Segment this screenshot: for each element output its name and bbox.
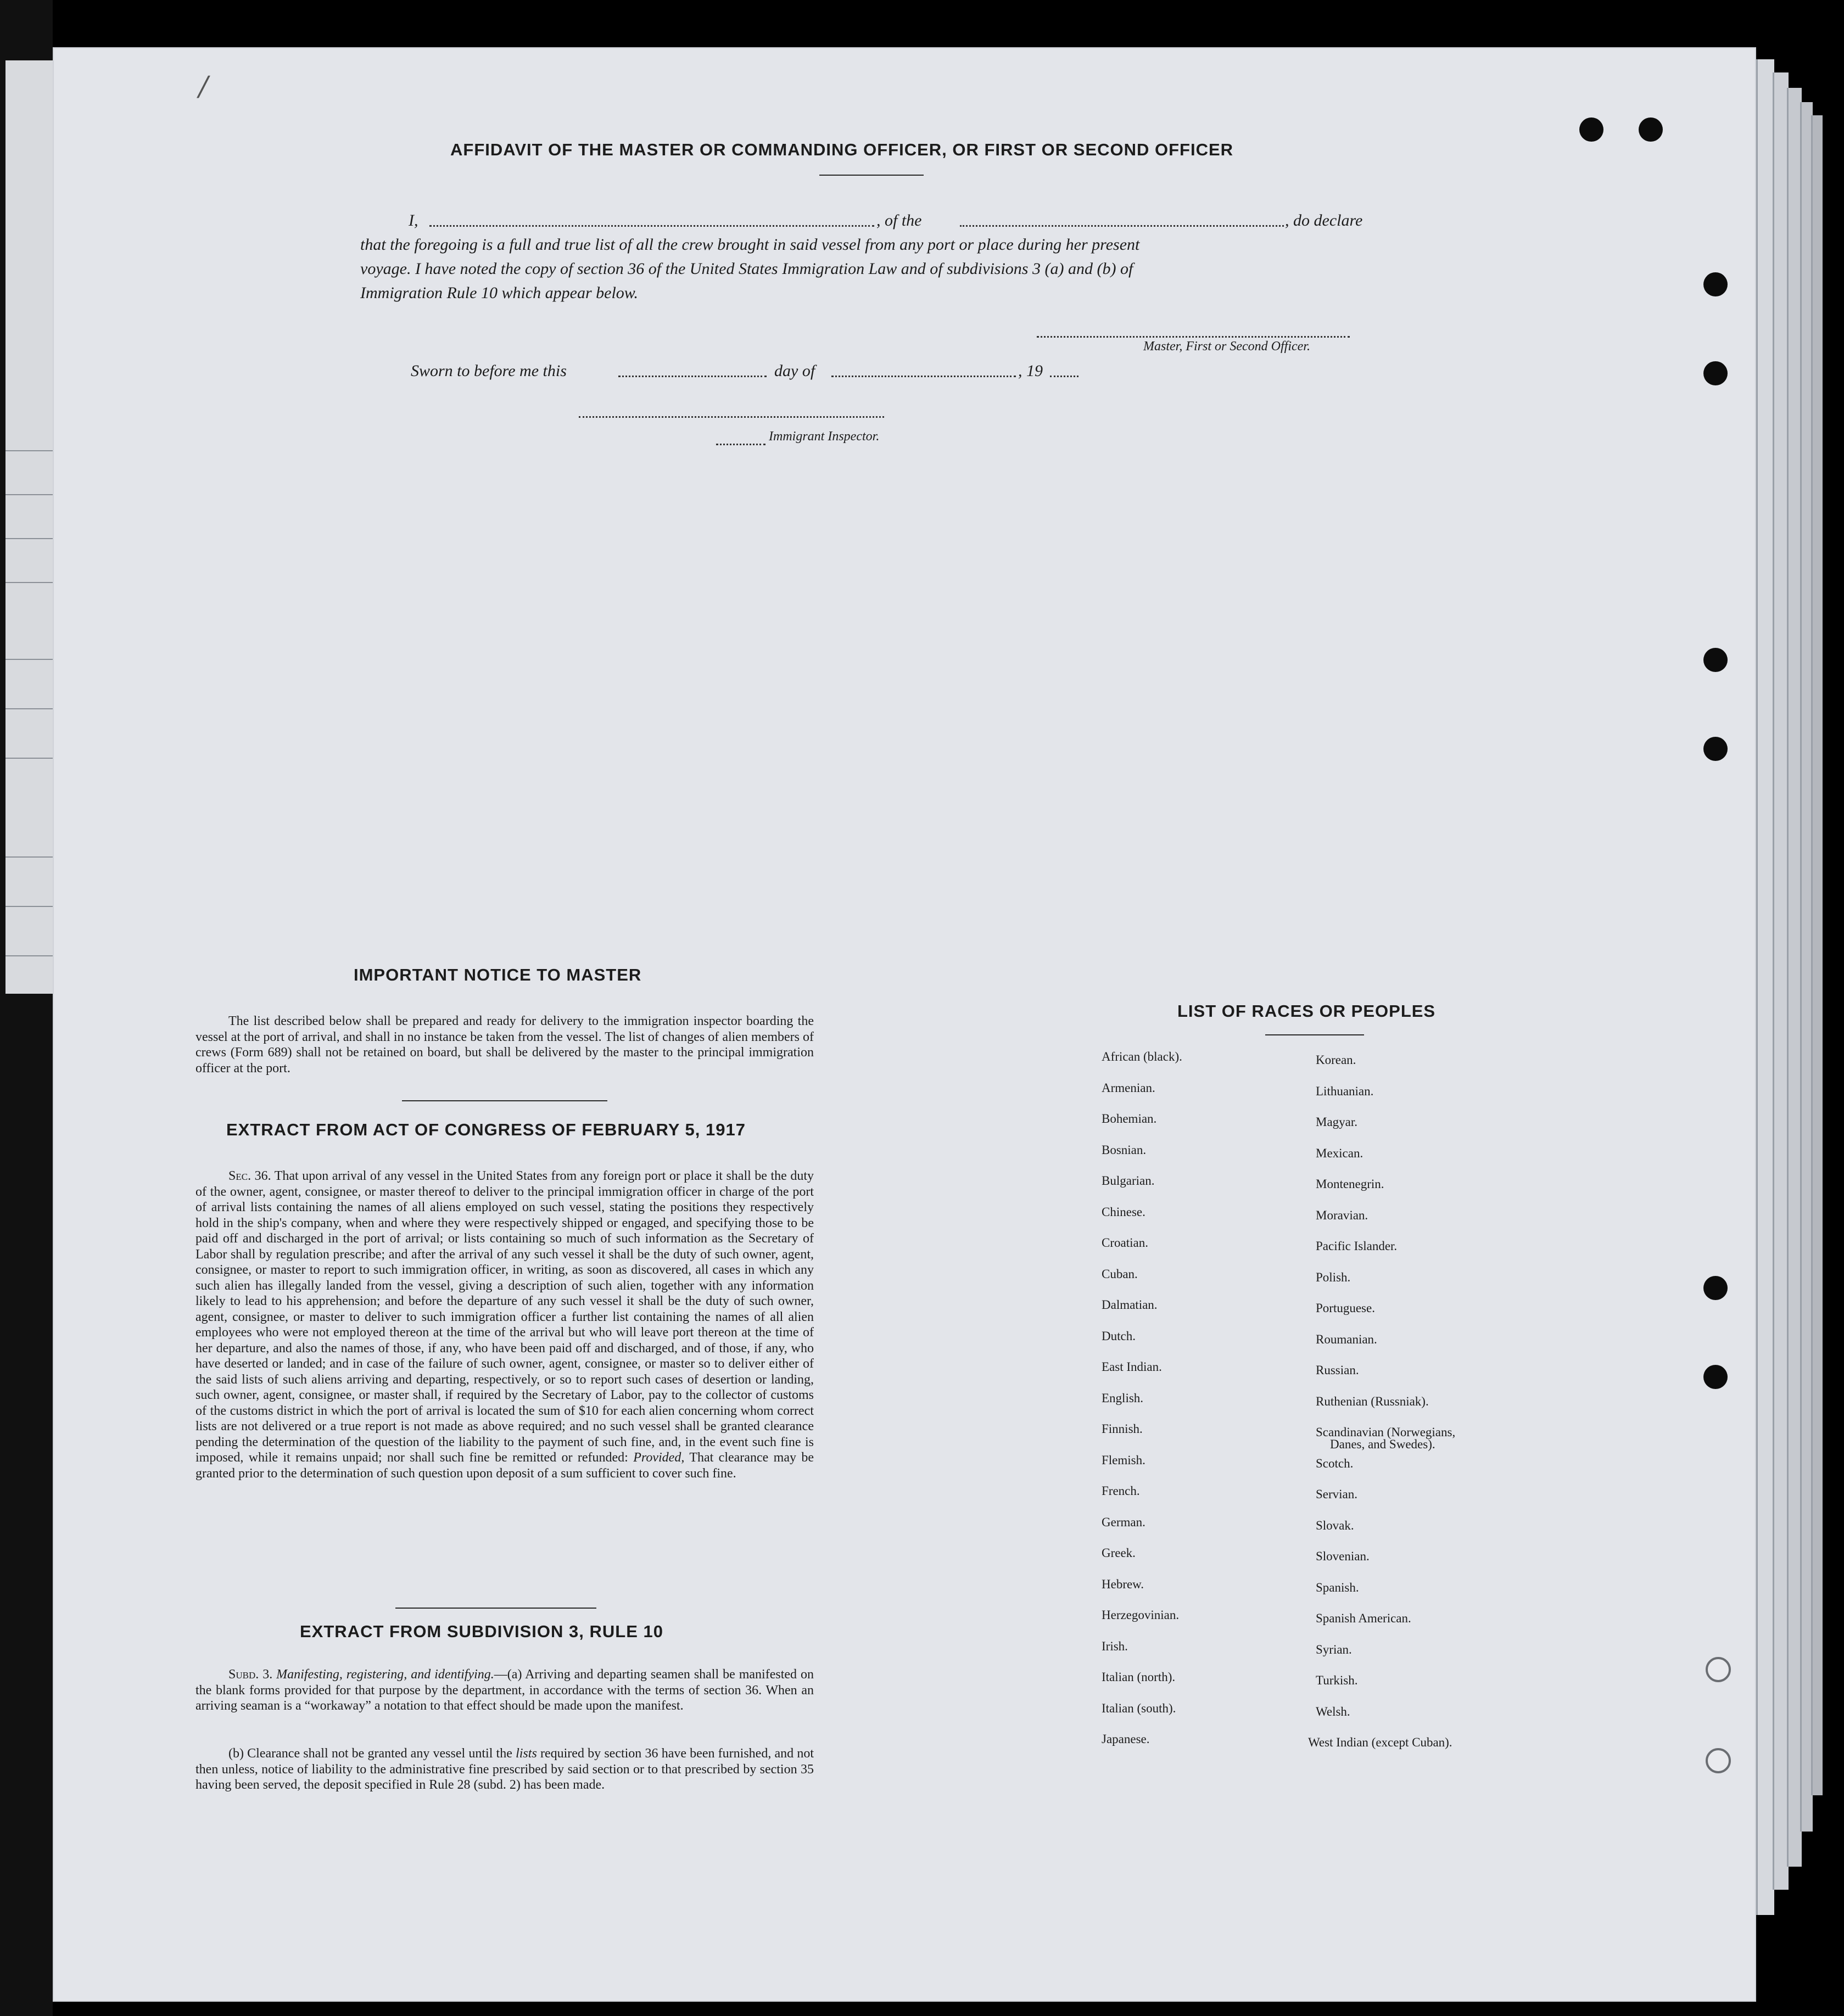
race-item: Russian. <box>1316 1363 1359 1377</box>
race-item: Italian (south). <box>1102 1701 1176 1715</box>
rule-title: EXTRACT FROM SUBDIVISION 3, RULE 10 <box>300 1622 663 1641</box>
race-item: Flemish. <box>1102 1453 1145 1467</box>
race-item: Portuguese. <box>1316 1301 1375 1315</box>
day-blank <box>618 376 767 377</box>
page-edge <box>1773 72 1789 1890</box>
race-item: Dutch. <box>1102 1329 1136 1343</box>
punch-hole <box>1703 648 1728 672</box>
race-item: Scandinavian (Norwegians, <box>1316 1425 1456 1439</box>
race-item: English. <box>1102 1391 1144 1405</box>
rule-para-b-start: (b) Clearance shall not be granted any vessel until the <box>228 1746 512 1761</box>
race-item: Japanese. <box>1102 1732 1150 1746</box>
master-label: Master, First or Second Officer. <box>1143 339 1310 354</box>
page-edge <box>1811 115 1823 1795</box>
page-edge <box>1756 59 1774 1915</box>
punch-hole <box>1703 1276 1728 1300</box>
race-item: Magyar. <box>1316 1115 1358 1129</box>
punch-hole <box>1703 1365 1728 1389</box>
rule-subd-heading: Manifesting, registering, and identifying. <box>276 1667 494 1682</box>
act-proviso-label: Provided, <box>633 1451 685 1465</box>
master-signature-line <box>1037 336 1350 338</box>
month-blank <box>831 376 1016 377</box>
pen-mark: / <box>199 70 208 102</box>
day-of-text: day of <box>774 362 815 380</box>
divider <box>395 1608 596 1609</box>
race-item: East Indian. <box>1102 1360 1162 1374</box>
divider <box>1265 1034 1364 1035</box>
race-item: Greek. <box>1102 1546 1136 1560</box>
race-item: German. <box>1102 1515 1145 1529</box>
race-item: Lithuanian. <box>1316 1084 1374 1098</box>
race-item: Spanish American. <box>1316 1611 1411 1625</box>
punch-hole <box>1703 272 1728 296</box>
ledger-rule <box>5 582 53 583</box>
year-prefix: , 19 <box>1018 362 1043 380</box>
race-item: French. <box>1102 1484 1140 1498</box>
inspector-signature-line <box>579 416 884 418</box>
act-body: That upon arrival of any vessel in the United States from any foreign port or place it shall be the duty of the owner, agent, consignee, or master thereof to deliver to the principal immigration officer in charge of the port of arrival lists containing the names of all aliens employed on such vessel, stating the positions they respectively hold in the ship's company, when and where they were respectively shipped or engaged, and specifying those to be paid off and discharged in the port of arrival; or lists containing so much of such information as the Secretary of Labor shall by regulation prescribe; and after the arrival of any such vessel it shall be the duty of such owner, agent, consignee, or master to report to such immigration officer, in writing, as soon as discovered, all cases in which any such alien has illegally landed from the vessel, giving a description of such alien, together with any information likely to lead to his apprehension; and before the departure of any such vessel it shall be the duty of such owner, agent, consignee, or master to deliver to such immigration officer a further list containing the names of all alien employees who were not employed thereon at the time of the arrival but who will leave port thereon at the time of her departure, and also the names of those, if any, who have been paid off and discharged, and of those, if any, who have deserted or landed; and in case of the failure of such owner, agent, consignee, or master so to deliver either of the said lists of such aliens arriving and departing, respectively, or so to report such cases of desertion or landing, such owner, agent, consignee, or master shall, if required by the Secretary of Labor, pay to the collector of customs of the customs district in which the port of arrival is located the sum of $10 for each alien concerning whom correct lists are not delivered or a true report is not made as above required; and no such vessel shall be granted clearance pending the determination of the question of the liability to the payment of such fine, and, in the event such fine is imposed, while it remains unpaid; nor shall such fine be remitted or refunded: <box>195 1169 814 1465</box>
name-blank <box>429 225 874 227</box>
ledger-rule <box>5 538 53 539</box>
race-item: Montenegrin. <box>1316 1177 1384 1191</box>
race-item: Herzegovinian. <box>1102 1608 1180 1622</box>
punch-hole <box>1703 737 1728 761</box>
race-item: Italian (north). <box>1102 1670 1176 1684</box>
affidavit-line-3: voyage. I have noted the copy of section 36 of the United States Immigration Law and of subdivisions 3 (a) and (b) of <box>360 260 1133 278</box>
race-item: Korean. <box>1316 1053 1356 1067</box>
race-item: Welsh. <box>1316 1704 1350 1718</box>
race-item: Irish. <box>1102 1639 1128 1653</box>
race-item: Slovak. <box>1316 1518 1354 1532</box>
ledger-rule <box>5 955 53 956</box>
race-item: Pacific Islander. <box>1316 1239 1398 1253</box>
ledger-rule <box>5 659 53 660</box>
rule-para-a-text: —(a) Arriving and departing seamen shall be manifested on the blank forms provided for that purpose by the department, in accordance with the terms of section 36. When an arriving seaman is a “workaway” a notation to that effect should be made upon the manifest. <box>195 1667 814 1713</box>
race-item: Cuban. <box>1102 1267 1138 1281</box>
race-item: Syrian. <box>1316 1642 1352 1656</box>
race-item: Scotch. <box>1316 1456 1354 1470</box>
inspector-dots <box>716 444 765 445</box>
race-item: Finnish. <box>1102 1422 1143 1436</box>
affidavit-of-the: , of the <box>876 211 922 229</box>
race-item: Moravian. <box>1316 1208 1368 1222</box>
race-item: Mexican. <box>1316 1146 1364 1160</box>
ledger-rule <box>5 450 53 451</box>
rule-subd-label: Subd. 3. <box>228 1667 273 1682</box>
rule-para-a <box>195 1667 814 1714</box>
race-item: Bulgarian. <box>1102 1174 1155 1188</box>
race-item: West Indian (except Cuban). <box>1308 1735 1452 1749</box>
race-item: Polish. <box>1316 1270 1351 1284</box>
ledger-rule <box>5 758 53 759</box>
notice-text: The list described below shall be prepared and ready for delivery to the immigration inspector boarding the vessel at the port of arrival, and shall in no instance be taken from the vessel. The list of changes of alien members of crews (Form 689) shall not be retained on board, but shall be delivered by the master to the principal immigration officer at the port. <box>195 1014 814 1076</box>
affidavit-line-4: Immigration Rule 10 which appear below. <box>360 284 639 302</box>
race-item: Bohemian. <box>1102 1112 1157 1125</box>
race-item: Bosnian. <box>1102 1143 1147 1157</box>
divider <box>402 1100 607 1101</box>
race-item: Slovenian. <box>1316 1549 1370 1563</box>
affidavit-i: I, <box>409 211 418 229</box>
race-item: Chinese. <box>1102 1205 1145 1219</box>
races-title: LIST OF RACES OR PEOPLES <box>1177 1001 1436 1021</box>
rule-para-b-lists: lists <box>516 1746 537 1761</box>
race-item-continuation: Danes, and Swedes). <box>1330 1437 1435 1451</box>
race-item: Spanish. <box>1316 1580 1359 1594</box>
vessel-blank <box>960 225 1284 227</box>
page-edge <box>1787 88 1802 1867</box>
divider <box>819 175 924 176</box>
race-item: Hebrew. <box>1102 1577 1144 1591</box>
sworn-text: Sworn to before me this <box>411 362 567 380</box>
race-item: Servian. <box>1316 1487 1358 1501</box>
inspector-label: Immigrant Inspector. <box>769 429 880 444</box>
ledger-rule <box>5 494 53 495</box>
race-item: Croatian. <box>1102 1236 1148 1250</box>
rule-para-b-end: required by section 36 have been furnished, and not then unless, notice of liability to the administrative fine prescribed by said section or to that prescribed by section 35 having been served, the deposit specified in Rule 28 (subd. 2) has been made. <box>195 1746 814 1792</box>
ledger-strip-paper <box>5 60 54 994</box>
race-item: Ruthenian (Russniak). <box>1316 1394 1429 1408</box>
act-sec-label: Sec. 36. <box>228 1169 271 1183</box>
notice-title: IMPORTANT NOTICE TO MASTER <box>354 965 642 984</box>
punch-hole-ring <box>1706 1748 1731 1773</box>
affidavit-title: AFFIDAVIT OF THE MASTER OR COMMANDING OFFICER, OR FIRST OR SECOND OFFICER <box>450 140 1234 159</box>
ledger-strip <box>0 0 53 2016</box>
act-text <box>195 1168 814 1481</box>
race-item: Armenian. <box>1102 1080 1155 1095</box>
affidavit-line-2: that the foregoing is a full and true list of all the crew brought in said vessel from any port or place during her present <box>360 236 1140 254</box>
punch-hole <box>1703 361 1728 385</box>
punch-hole <box>1639 117 1663 142</box>
act-proviso-text: That clearance may be granted prior to the determination of such question upon deposit of a sum sufficient to cover such fine. <box>195 1451 814 1481</box>
punch-hole <box>1579 117 1603 142</box>
race-item: Roumanian. <box>1316 1332 1377 1346</box>
ledger-rule <box>5 856 53 858</box>
ledger-rule <box>5 906 53 907</box>
act-title: EXTRACT FROM ACT OF CONGRESS OF FEBRUARY 5, 1917 <box>226 1120 746 1139</box>
race-item: Turkish. <box>1316 1673 1358 1687</box>
ledger-rule <box>5 708 53 709</box>
affidavit-declare: , do declare <box>1285 211 1363 229</box>
punch-hole-ring <box>1706 1657 1731 1682</box>
race-item: Dalmatian. <box>1102 1298 1158 1312</box>
race-item: African (black). <box>1102 1050 1182 1063</box>
year-blank <box>1050 376 1079 377</box>
rule-para-b <box>195 1746 814 1793</box>
